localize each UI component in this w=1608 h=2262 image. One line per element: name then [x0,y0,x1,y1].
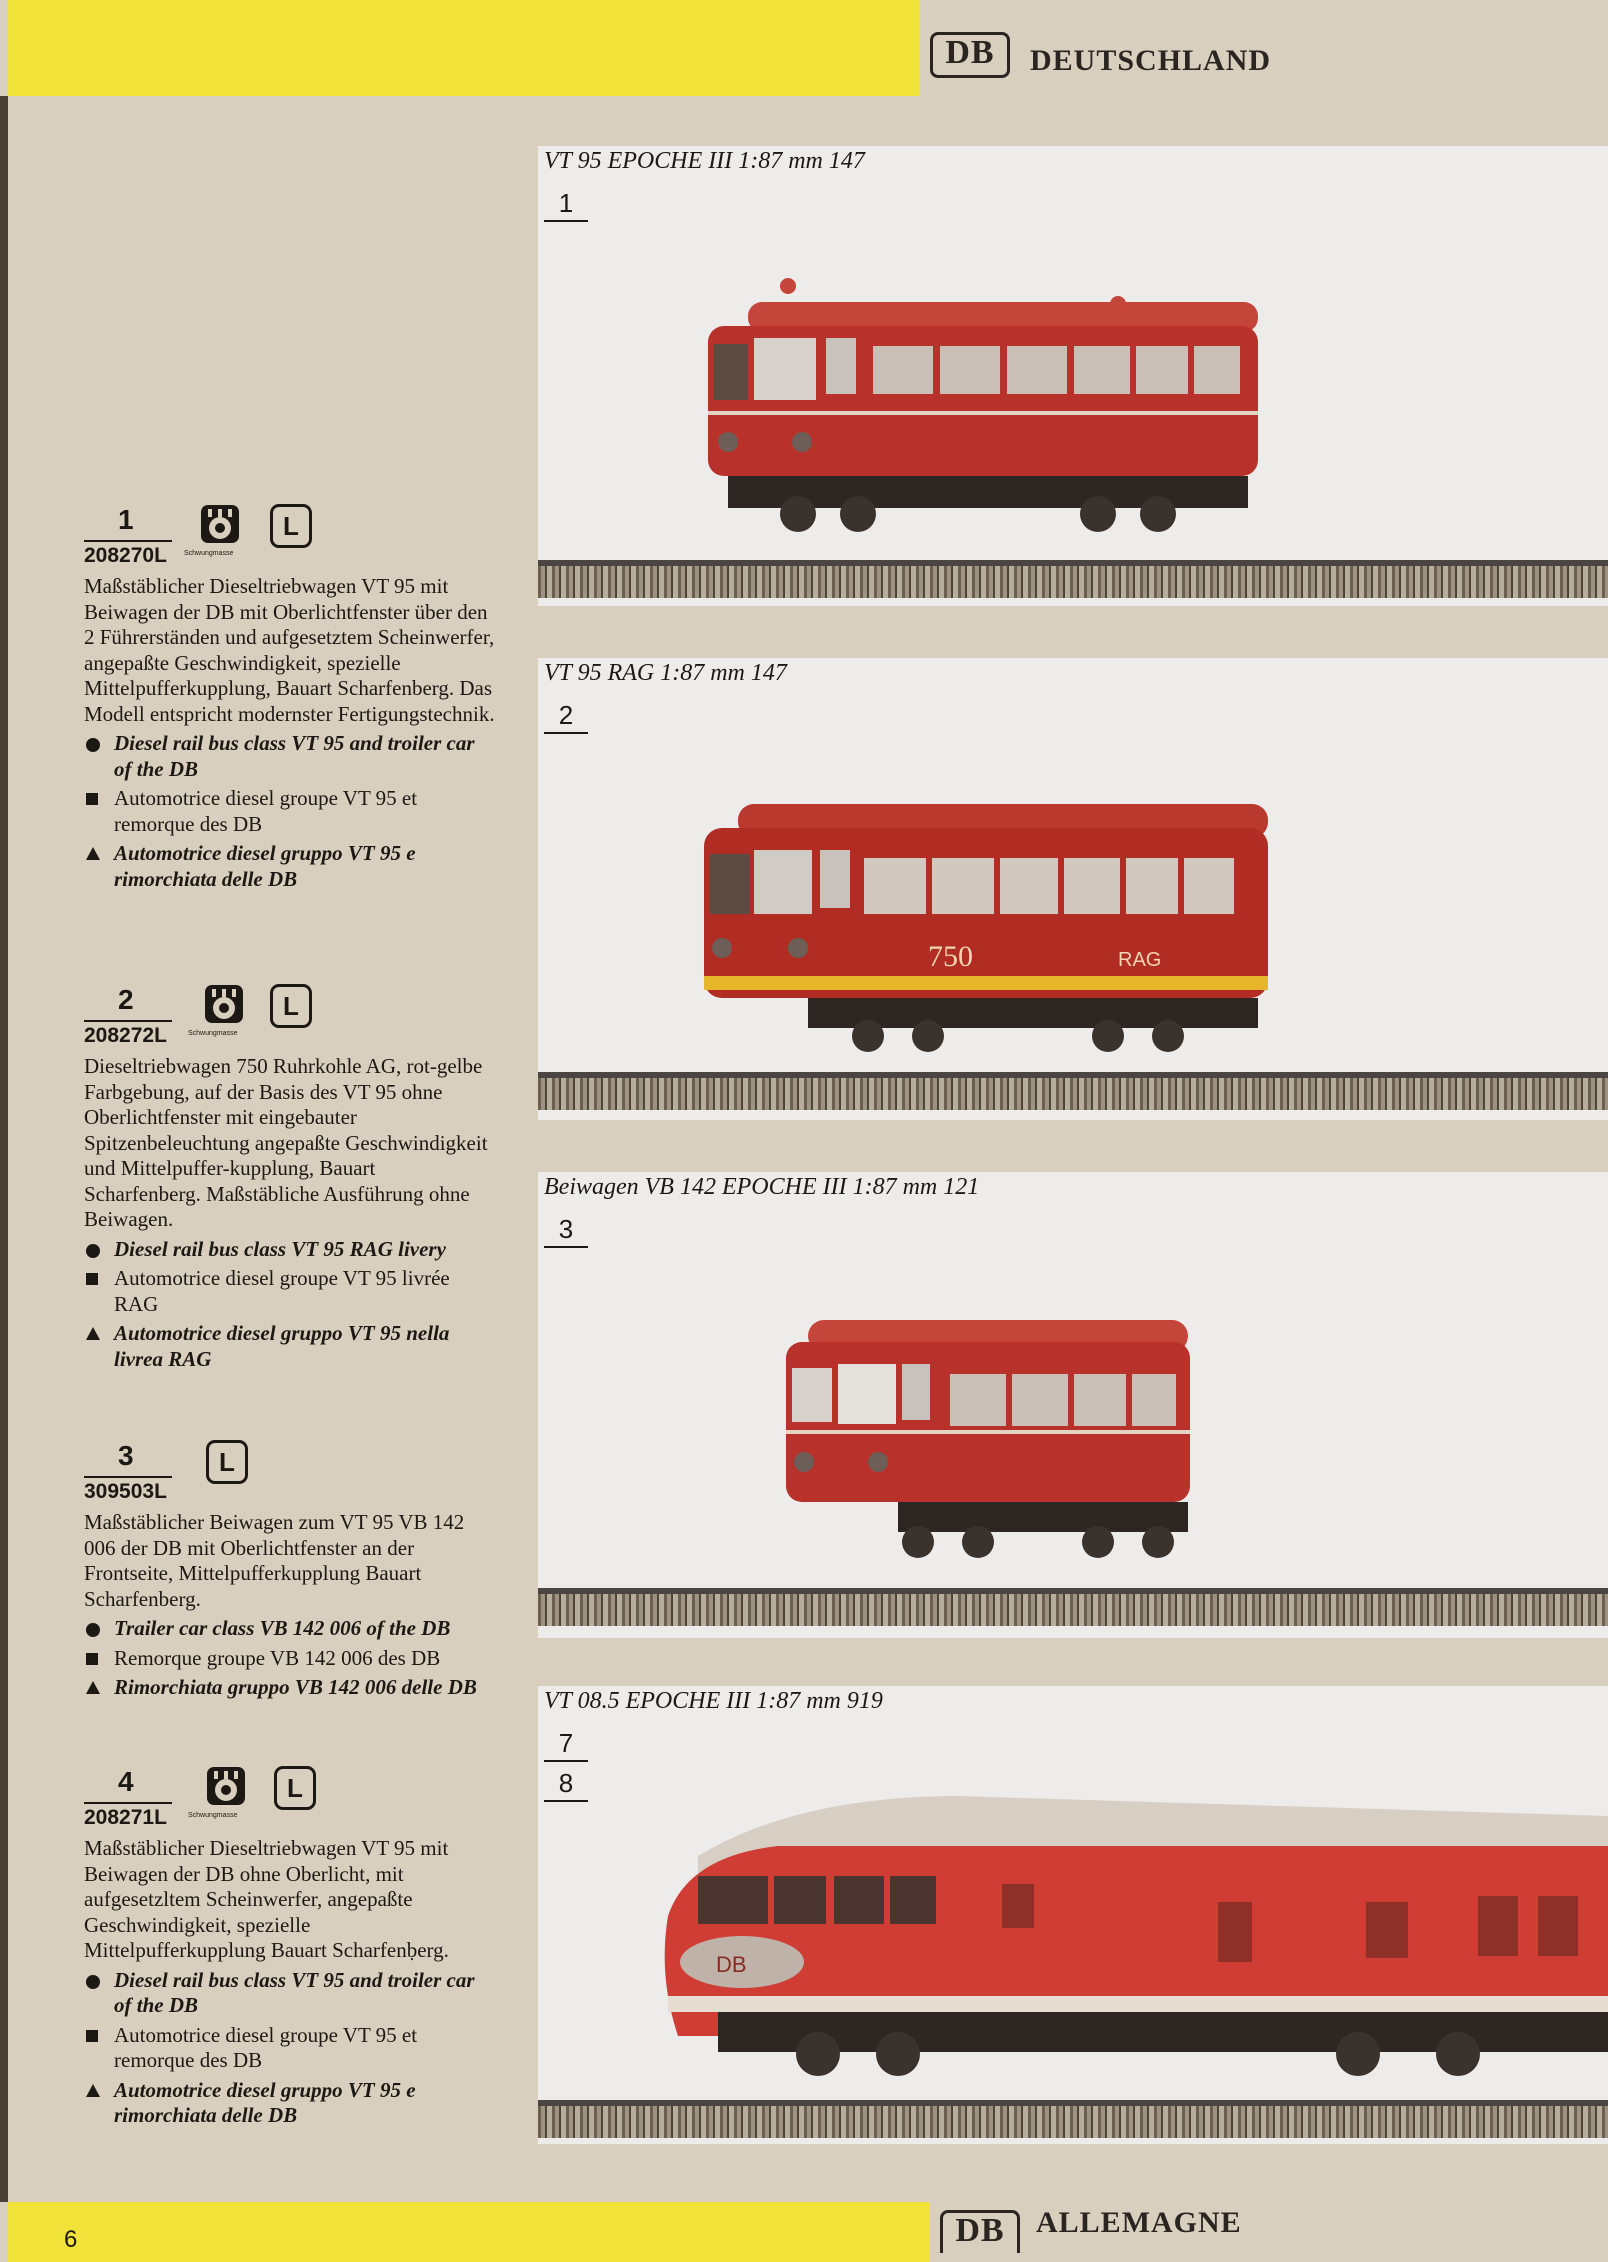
description-de: Maßstäblicher Dieseltriebwagen VT 95 mit Beiwagen der DB ohne Oberlicht, mit aufgesetzltem Scheinwerfer, angepaßte Geschwindigkeit, spezielle Mittelpufferkupplung Bauart Scharfenḅerg. [84,1836,449,1962]
flywheel-label: Schwungmasse [188,1030,238,1037]
description-en: Diesel rail bus class VT 95 and troiler car of the DB [114,1967,475,2017]
flywheel-label: Schwungmasse [188,1812,238,1819]
item-number: 2 [118,984,134,1015]
item-number: 1 [118,504,134,535]
page-edge [0,96,8,2202]
photo-caption: Beiwagen VB 142 EPOCHE III 1:87 mm 121 [544,1174,980,1200]
photo-number: 1 [544,186,588,222]
country-title-footer: ALLEMAGNE [1036,2206,1242,2239]
photo-number: 8 [544,1766,588,1802]
photo-number: 2 [544,698,588,734]
ballast [538,1594,1608,1626]
ballast [538,1078,1608,1110]
train-vt085-image [658,1776,1608,2106]
description-fr: Automotrice diesel groupe VT 95 livrée RAG [114,1266,450,1316]
product-item-4 [84,1766,496,2129]
article-code: 309503L [84,1480,167,1503]
description-en: Diesel rail bus class VT 95 RAG livery [114,1236,446,1261]
article-code: 208270L [84,544,167,567]
description-en: Diesel rail bus class VT 95 and troiler car of the DB [114,731,475,781]
number-underline [84,540,172,542]
flywheel-icon [204,984,244,1024]
trailer-vb142-image [778,1312,1198,1582]
photo-panel-3 [538,1172,1608,1638]
description-en: Trailer car class VB 142 006 of the DB [114,1616,451,1640]
photo-panel-1 [538,146,1608,606]
item-number: 4 [118,1766,134,1797]
description-it: Automotrice diesel gruppo VT 95 e rimorchiata delle DB [114,2077,416,2127]
train-vt95-image [698,266,1278,556]
description-it: Automotrice diesel gruppo VT 95 e rimorchiata delle DB [114,841,416,891]
article-code: 208272L [84,1024,167,1047]
number-underline [84,1020,172,1022]
country-title: DEUTSCHLAND [1030,44,1272,77]
light-icon: L [270,984,312,1028]
photo-panel-4 [538,1686,1608,2144]
flywheel-icon [200,504,240,544]
rag-logo: RAG [1118,949,1162,971]
db-logo: DB [930,32,1010,78]
db-logo-footer: DB [940,2210,1020,2253]
number-underline [84,1476,172,1478]
description-de: Maßstäblicher Dieseltriebwagen VT 95 mit Beiwagen der DB mit Oberlichtfenster über den 2 Führerständen und aufgesetztem Scheinwerfer, angepaßte Geschwindigkeit, spezielle Mittelpufferkupplung, Bauart Scharfenberg. Das Modell entspricht modernster Fertigungstechnik. [84,574,495,726]
train-vt95-rag-image [688,798,1288,1078]
description-fr: Automotrice diesel groupe VT 95 et remorque des DB [114,786,418,836]
product-item-2 [84,984,496,1372]
photo-number: 3 [544,1212,588,1248]
photo-number: 7 [544,1726,588,1762]
photo-panel-2 [538,658,1608,1120]
ballast [538,566,1608,598]
ballast [538,2106,1608,2138]
footer-color-bar [8,2202,930,2262]
product-item-1 [84,504,496,892]
photo-caption: VT 95 RAG 1:87 mm 147 [544,660,787,686]
description-de: Maßstäblicher Beiwagen zum VT 95 VB 142 006 der DB mit Oberlichtfenster an der Frontseite, Mittelpufferkupplung Bauart Scharfenberg. [84,1510,465,1611]
light-icon: L [270,504,312,548]
description-it: Automotrice diesel gruppo VT 95 nella livrea RAG [114,1321,450,1371]
description-it: Rimorchiata gruppo VB 142 006 delle DB [114,1675,477,1699]
flywheel-icon [206,1766,246,1806]
product-item-3 [84,1440,496,1701]
page-number: 6 [64,2226,78,2253]
description-fr: Remorque groupe VB 142 006 des DB [114,1645,441,1670]
photo-caption: VT 08.5 EPOCHE III 1:87 mm 919 [544,1688,883,1714]
description-de: Dieseltriebwagen 750 Ruhrkohle AG, rot-gelbe Farbgebung, auf der Basis des VT 95 ohne Oberlichtfenster mit eingebauter Spitzenbeleuchtung angepaßte Geschwindigkeit und Mittelpuffer-kupplung, Bauart Scharfenberg. Maßstäbliche Ausführung ohne Beiwagen. [84,1054,488,1231]
livery-number: 750 [928,940,973,973]
number-underline [84,1802,172,1804]
photo-caption: VT 95 EPOCHE III 1:87 mm 147 [544,148,865,174]
header-color-bar [8,0,920,96]
db-emblem-text: DB [716,1952,747,1977]
description-fr: Automotrice diesel groupe VT 95 et remorque des DB [114,2022,418,2072]
flywheel-label: Schwungmasse [184,550,234,557]
article-code: 208271L [84,1806,167,1829]
light-icon: L [206,1440,248,1484]
item-number: 3 [118,1440,134,1471]
light-icon: L [274,1766,316,1810]
